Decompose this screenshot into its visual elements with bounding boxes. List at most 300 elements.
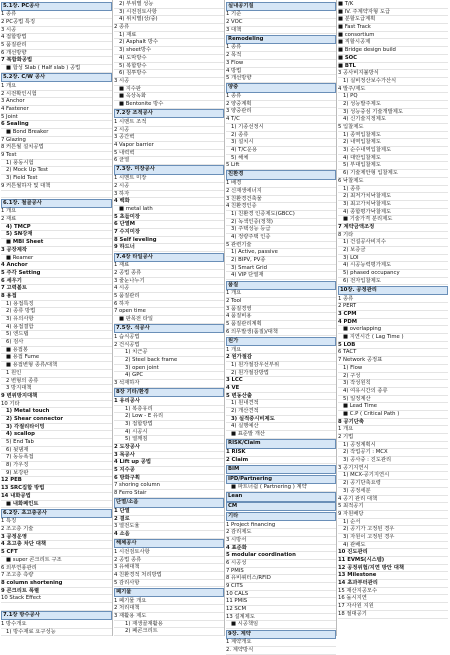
outline-item: 4 방법 bbox=[226, 68, 336, 76]
outline-item: 2) BIPV, PV종 bbox=[226, 257, 336, 265]
outline-item: ■ 기술가격 분리제도 bbox=[338, 216, 448, 224]
outline-item: 4 소음 bbox=[114, 531, 224, 539]
outline-item: ■ IV. 주계약자형 도급 bbox=[338, 9, 448, 17]
section-header: BIM bbox=[226, 465, 336, 474]
outline-item: 3 시방서 bbox=[226, 537, 336, 545]
outline-item: 2 재료 bbox=[1, 216, 112, 224]
outline-item: ■ Bond Breaker bbox=[1, 129, 112, 137]
outline-item: 2 Tool bbox=[226, 298, 336, 306]
outline-item: 1) MCX-공기지연시 bbox=[338, 472, 448, 480]
outline-item: 3 하자 bbox=[114, 191, 224, 199]
section-header: 10장. 공정관리 bbox=[338, 286, 448, 295]
outline-item: 3 시공 bbox=[114, 78, 224, 86]
section-header: 7.2장 조적공사 bbox=[114, 109, 224, 118]
outline-item: 6 방화구획 bbox=[114, 475, 224, 483]
outline-item: 4) scallop bbox=[1, 431, 112, 439]
outline-item: 12 공정위험/지연 방안 대책 bbox=[338, 565, 448, 573]
outline-item: 3) 유의사항 bbox=[1, 316, 112, 324]
outline-item: 6 외부연풍관리 bbox=[1, 565, 112, 573]
outline-item: 2) 종류 방법 bbox=[1, 308, 112, 316]
outline-item: 3) 공사중 : 진도관리 bbox=[338, 457, 448, 465]
outline-item: 4) 종합평가낙찰제도 bbox=[338, 209, 448, 217]
outline-item: 2) 부위별 성능 bbox=[114, 1, 224, 9]
outline-item: 4 VE bbox=[226, 385, 336, 393]
outline-item: 14 초과부터관리 bbox=[338, 580, 448, 588]
outline-item: 4) 대안입찰제도 bbox=[338, 155, 448, 163]
outline-item: 6 시공성 bbox=[226, 560, 336, 568]
outline-item: 1) 종류 bbox=[338, 186, 448, 194]
outline-item: 2 시공 bbox=[114, 127, 224, 135]
outline-item: 2) 폐콘크리트 bbox=[114, 628, 224, 636]
outline-item bbox=[1, 603, 112, 611]
outline-item: ■ SOC bbox=[338, 55, 448, 63]
outline-item: 1 Project financing bbox=[226, 522, 336, 530]
column-3 bbox=[224, 0, 336, 653]
outline-item: 4 Vapor barrier bbox=[114, 142, 224, 150]
outline-item: 1 종류 bbox=[1, 11, 112, 19]
outline-item: 5) SN강재 bbox=[1, 231, 112, 239]
outline-item: 3) 자원이 고정된 경우 bbox=[338, 534, 448, 542]
outline-item: 6) 전자입찰제도 bbox=[338, 278, 448, 286]
outline-item: 1 종류 bbox=[338, 296, 448, 304]
outline-item: 2) 개산견적 bbox=[226, 408, 336, 416]
outline-item: 1 개요 bbox=[338, 426, 448, 434]
section-header: 7.3장. 미장공사 bbox=[114, 165, 224, 174]
outline-item: 3 공정운영 bbox=[1, 534, 112, 542]
outline-item: 5 입찰제도 bbox=[338, 124, 448, 132]
outline-item: 1) 복층유리 bbox=[114, 406, 224, 414]
outline-item: 4) 신기술지정제도 bbox=[338, 116, 448, 124]
outline-item: 1) 친환경 인증제도(GBCC) bbox=[226, 211, 336, 219]
outline-item: 5 품질관리 bbox=[114, 293, 224, 301]
outline-item: 3) sheet방수 bbox=[114, 47, 224, 55]
outline-item: 6) 검사 bbox=[1, 339, 112, 347]
outline-item: 2) 구성 bbox=[338, 373, 448, 381]
outline-item: 2) 녹색인증(정책) bbox=[226, 219, 336, 227]
outline-item: 7 Glazing bbox=[1, 137, 112, 145]
section-header: Remodeling bbox=[226, 35, 336, 44]
outline-item: 4) 관배도 bbox=[338, 542, 448, 550]
outline-item: 1 개요 bbox=[226, 290, 336, 298]
outline-item: 2 VOC bbox=[226, 19, 336, 27]
outline-item: 2) Asphalt 방수 bbox=[114, 39, 224, 47]
outline-item: 4 친환경인증 bbox=[226, 203, 336, 211]
outline-item: 1) 치근공 bbox=[114, 349, 224, 357]
outline-item: 4) 시공시 bbox=[114, 429, 224, 437]
outline-item: 9 변위방지대책 bbox=[1, 393, 112, 401]
section-header: RISK/Claim bbox=[226, 439, 336, 448]
outline-item: 6 Sealing bbox=[1, 121, 112, 129]
outline-item: 2) Low - E 유리 bbox=[114, 413, 224, 421]
outline-item: 2) 내역입찰제도 bbox=[338, 139, 448, 147]
outline-item: 1) 건설공사비지수 bbox=[338, 239, 448, 247]
outline-item: 1 단열 bbox=[114, 508, 224, 516]
outline-item: 1) 재생골재활용 bbox=[114, 621, 224, 629]
outline-item: 3) LOI bbox=[338, 255, 448, 263]
outline-item: 2 PERT bbox=[338, 303, 448, 311]
outline-item: 8 Self leveling bbox=[114, 237, 224, 245]
outline-item: ■ Bentonite 방수 bbox=[114, 101, 224, 109]
outline-item: 2 PC공법 특징 bbox=[1, 19, 112, 27]
outline-item: 9 콘크리트 폭렬 bbox=[1, 588, 112, 596]
outline-item: 5 modular coordination bbox=[226, 552, 336, 560]
outline-item: 4) T/C운용 bbox=[226, 147, 336, 155]
outline-item: 3 유해대책 bbox=[114, 564, 224, 572]
outline-item: 1) 재료 bbox=[114, 32, 224, 40]
outline-item: 6) 침투방수 bbox=[114, 70, 224, 78]
outline-item: 6 TACT bbox=[338, 349, 448, 357]
outline-item: ■ 분할도급계획 bbox=[338, 16, 448, 24]
outline-item: 16 돌시지연 bbox=[338, 595, 448, 603]
outline-item: 7 복합화공법 bbox=[1, 57, 112, 65]
outline-item: 5 초들미장 bbox=[114, 214, 224, 222]
outline-item: 2 시전확인시험 bbox=[1, 91, 112, 99]
outline-item: 5) 엔드탭 bbox=[1, 331, 112, 339]
outline-item: 7 수지미장 bbox=[114, 229, 224, 237]
outline-item: 7 open time bbox=[114, 308, 224, 316]
outline-item: ■ Lead Time bbox=[338, 403, 448, 411]
outline-item: 9 CITS bbox=[226, 583, 336, 591]
outline-item: 17 자사원 지원 bbox=[338, 603, 448, 611]
column-1 bbox=[0, 0, 112, 636]
outline-item bbox=[1, 191, 112, 199]
outline-item: 7 Network 공정표 bbox=[338, 357, 448, 365]
outline-item: 9 Test bbox=[1, 152, 112, 160]
outline-item: 3) 설치시 bbox=[226, 139, 336, 147]
outline-item: 2 결로 bbox=[114, 516, 224, 524]
outline-item: ■ 표준발 개산 bbox=[226, 431, 336, 439]
outline-item: 4) GPC bbox=[114, 372, 224, 380]
outline-item: 2 조고층 기술 bbox=[1, 526, 112, 534]
outline-item: 13 설계제도 bbox=[226, 614, 336, 622]
section-header: 6.1장. 철골공사 bbox=[1, 199, 112, 208]
section-header: 해체공사 bbox=[114, 539, 224, 548]
outline-item: 3 친환경건축물 bbox=[226, 196, 336, 204]
outline-item: 4 표준화 bbox=[226, 545, 336, 553]
outline-item: 1 RISK bbox=[226, 449, 336, 457]
outline-item: 9 자원배당 bbox=[338, 511, 448, 519]
outline-item: 1) 순서 bbox=[338, 519, 448, 527]
outline-item: 3) 시전검토사항 bbox=[114, 9, 224, 17]
outline-item: 5 품질관리 bbox=[1, 42, 112, 50]
outline-item: 3) Smart Grid bbox=[226, 265, 336, 273]
section-header: 6.2장. 초고층공사 bbox=[1, 509, 112, 518]
outline-item: 1) 종역입찰제도 bbox=[338, 132, 448, 140]
outline-item: 2 Claim bbox=[226, 457, 336, 465]
outline-item: 3 품질경영 bbox=[226, 306, 336, 314]
outline-item: 1 시멘트 조적 bbox=[114, 119, 224, 127]
outline-item: 4 초고층 차단 대책 bbox=[1, 541, 112, 549]
outline-item: 2 종류 bbox=[114, 24, 224, 32]
outline-item: ■ 용접 Fume bbox=[1, 354, 112, 362]
outline-item: 3) 실적중시비제도 bbox=[226, 416, 336, 424]
outline-item: 3) 공정세분 bbox=[338, 488, 448, 496]
section-header: 폐기물 bbox=[114, 588, 224, 597]
outline-item: 5 관련기술 bbox=[226, 242, 336, 250]
outline-item: 18 절대공기 bbox=[338, 611, 448, 619]
section-header: 9장. 계약 bbox=[226, 630, 336, 639]
outline-item: 2 감리제도 bbox=[226, 529, 336, 537]
outline-item: 1) 실비정산보수가산식 bbox=[338, 78, 448, 86]
outline-item: 6 단열M bbox=[114, 221, 224, 229]
outline-item: ■ 파트너쉽 ( Partnering ) 계약 bbox=[226, 484, 336, 492]
outline-item: 2 목적 bbox=[226, 52, 336, 60]
section-header: CM bbox=[226, 502, 336, 511]
outline-item: ■ Reamer bbox=[1, 255, 112, 263]
outline-item: 3 열전도율 bbox=[114, 523, 224, 531]
outline-item: 5 LOB bbox=[338, 342, 448, 350]
outline-item: 4) TMCP bbox=[1, 224, 112, 232]
column-4 bbox=[336, 0, 448, 636]
outline-item: 8 공기단축 bbox=[338, 419, 448, 427]
outline-item: 2 기법 bbox=[338, 434, 448, 442]
outline-item: ■ T/K bbox=[338, 1, 448, 9]
outline-item: ■ 지연시간 ( Lag Time ) bbox=[338, 334, 448, 342]
section-header: 7.5장. 석공사 bbox=[114, 324, 224, 333]
outline-item: 8 유비쿼터스/RFID bbox=[226, 575, 336, 583]
outline-item: 1 배경 bbox=[226, 180, 336, 188]
outline-item: 8 커튼월 설치공법 bbox=[1, 144, 112, 152]
outline-item: 4) VIP 단열재 bbox=[226, 272, 336, 280]
outline-item: 5 품질관리계획 bbox=[226, 321, 336, 329]
outline-item: 4) 정량주택 인증 bbox=[226, 234, 336, 242]
outline-item: 3 공간벽 bbox=[114, 134, 224, 142]
outline-item: 1) Metal touch bbox=[1, 408, 112, 416]
outline-item: 3 Flow bbox=[226, 60, 336, 68]
outline-item: 7 조고층 측량 bbox=[1, 572, 112, 580]
outline-item: 4 Anchor bbox=[1, 262, 112, 270]
outline-item: 3 양중관리 bbox=[226, 108, 336, 116]
outline-item: 2) 공기가 고정된 경우 bbox=[338, 526, 448, 534]
outline-item: ■ 용접봉 bbox=[1, 347, 112, 355]
outline-item: 6) 기술제안형 입찰제도 bbox=[338, 170, 448, 178]
outline-item: 2) 최저가치낙찰제도 bbox=[338, 193, 448, 201]
outline-item: 2) Steel back frame bbox=[114, 357, 224, 365]
outline-item: 14 내화공법 bbox=[1, 493, 112, 501]
outline-item: 7) 동등폭접 bbox=[1, 454, 112, 462]
outline-item: 8 기타 bbox=[338, 232, 448, 240]
outline-item: 5) 일정계산 bbox=[338, 396, 448, 404]
outline-item: 2 원가절감 bbox=[226, 354, 336, 362]
outline-item: 4 품질비용 bbox=[226, 313, 336, 321]
outline-item: 3 Anchor bbox=[1, 98, 112, 106]
section-header: IPD/Partnering bbox=[226, 475, 336, 484]
outline-item: 4) 도막방수 bbox=[114, 55, 224, 63]
outline-item: 11 EVMS(시스템) bbox=[338, 557, 448, 565]
outline-item: 1 시멘트 미장 bbox=[114, 175, 224, 183]
outline-item: 7 PMIS bbox=[226, 568, 336, 576]
outline-item: 1 원인 bbox=[1, 370, 112, 378]
section-header: 원가 bbox=[226, 337, 336, 346]
outline-item: 1) 방수재료 요구성능 bbox=[1, 629, 112, 637]
section-header: 친환경 bbox=[226, 170, 336, 179]
outline-item: 3) 접합방법 bbox=[114, 421, 224, 429]
outline-item: 1) PQ bbox=[338, 93, 448, 101]
outline-item: 5 Joint bbox=[1, 114, 112, 122]
outline-item: 2) 공기단축요령 bbox=[338, 480, 448, 488]
outline-item: 2 처리대책 bbox=[114, 605, 224, 613]
outline-item: ■ MBI Sheet bbox=[1, 239, 112, 247]
outline-item: 1) 용접특징 bbox=[1, 301, 112, 309]
section-header: 품질 bbox=[226, 281, 336, 290]
outline-item: 7 고력볼트 bbox=[1, 285, 112, 293]
column-2 bbox=[112, 0, 224, 636]
outline-item: ■ metal lath bbox=[114, 206, 224, 214]
outline-item: 6) 뒷댐재 bbox=[1, 447, 112, 455]
outline-item: 3 방지대책 bbox=[1, 385, 112, 393]
outline-item: ■ super 콘크리트 구조 bbox=[1, 557, 112, 565]
outline-item: 4 공기 관리 대책 bbox=[338, 496, 448, 504]
outline-item: 8 용접 bbox=[1, 293, 112, 301]
outline-item: 3) 각절리타이밍 bbox=[1, 424, 112, 432]
outline-item: 4 발주/제도 bbox=[338, 86, 448, 94]
outline-item: ■ 합성 Slab ( Half slab ) 공법 bbox=[1, 65, 112, 73]
outline-item: 6 세우기 bbox=[1, 278, 112, 286]
outline-item: 3 대책 bbox=[226, 27, 336, 35]
section-header: 단열/소음 bbox=[114, 498, 224, 507]
outline-item: 5 최적공기 bbox=[338, 503, 448, 511]
outline-item: 5) 열깨짐 bbox=[114, 436, 224, 444]
outline-item: 3 CPM bbox=[338, 311, 448, 319]
outline-item: 2 시공 bbox=[114, 183, 224, 191]
outline-item: ■ 지수판 bbox=[114, 86, 224, 94]
outline-item: 2 변형의 종류 bbox=[1, 378, 112, 386]
outline-item: 4 PDM bbox=[338, 319, 448, 327]
outline-item: 5) 부대입찰제도 bbox=[338, 162, 448, 170]
outline-item: 5) 복합방수 bbox=[114, 63, 224, 71]
outline-item: 4 T/C bbox=[226, 116, 336, 124]
outline-item: 1) 공정계획시 bbox=[338, 442, 448, 450]
outline-item: 3 석재하자 bbox=[114, 380, 224, 388]
outline-item: 1) Active, passive bbox=[226, 249, 336, 257]
outline-item: 4 친환경적 처리방법 bbox=[114, 572, 224, 580]
outline-item: ■ 용접변형 종류/대책 bbox=[1, 362, 112, 370]
section-header: 8장 기타/환경 bbox=[114, 388, 224, 397]
outline-item: ■ overlapping bbox=[338, 326, 448, 334]
section-header: 5.1장. PC공사 bbox=[1, 2, 112, 11]
outline-item: 5 개선방향 bbox=[226, 75, 336, 83]
section-header: 실내공기질 bbox=[226, 2, 336, 11]
outline-item: 6 낙찰제도 bbox=[338, 178, 448, 186]
outline-item: 3) 성능중심 기술개발제도 bbox=[338, 109, 448, 117]
outline-item: 10 Stack Effect bbox=[1, 595, 112, 603]
outline-item: 7 계약금액조정 bbox=[338, 224, 448, 232]
outline-item: 3 공기지연시 bbox=[338, 465, 448, 473]
outline-item: 13 Milestone bbox=[338, 572, 448, 580]
outline-item: 6 균열 bbox=[114, 157, 224, 165]
outline-item: 1 개요 bbox=[1, 208, 112, 216]
outline-item: 9) 보강판 bbox=[1, 470, 112, 478]
outline-item: 5 CFT bbox=[1, 549, 112, 557]
outline-item: ■ 시공책임 bbox=[226, 621, 336, 629]
outline-item: 5 내력벽 bbox=[114, 150, 224, 158]
outline-item: ■ 내화페인트 bbox=[1, 501, 112, 509]
outline-item: 9 하드너 bbox=[114, 244, 224, 252]
outline-item: 1 재료 bbox=[114, 262, 224, 270]
outline-item: 5 주각 Setting bbox=[1, 270, 112, 278]
outline-item: 1 기준 bbox=[226, 11, 336, 19]
outline-item: 15 재산지공모수 bbox=[338, 588, 448, 596]
outline-item: 1) 풍동시험 bbox=[1, 160, 112, 168]
outline-item: 8 column shortening bbox=[1, 580, 112, 588]
outline-item: 3 목공사 bbox=[114, 452, 224, 460]
outline-item: 1 습식공법 bbox=[114, 334, 224, 342]
section-header: 7.4장 타일공사 bbox=[114, 253, 224, 262]
outline-item: 2) 보증금 bbox=[338, 247, 448, 255]
outline-item: 5 지수공 bbox=[114, 467, 224, 475]
outline-item: 4 접합방법 bbox=[1, 34, 112, 42]
outline-item: 2. 계약방식 bbox=[226, 647, 336, 655]
outline-item: 2 건식공법 bbox=[114, 342, 224, 350]
outline-item: 3 시공 bbox=[1, 27, 112, 35]
outline-item: 1) 원내견적 bbox=[226, 400, 336, 408]
outline-item: 1 유리공사 bbox=[114, 398, 224, 406]
outline-item: 10 CALS bbox=[226, 591, 336, 599]
outline-item: 3) 작성원칙 bbox=[338, 380, 448, 388]
outline-item: 1) 기종선정시 bbox=[226, 124, 336, 132]
outline-item: 1 방수개요 bbox=[1, 621, 112, 629]
outline-item: 8 Ferro Stair bbox=[114, 490, 224, 498]
outline-item: 7 shoring column bbox=[114, 482, 224, 490]
outline-item: 6 하자 bbox=[114, 301, 224, 309]
outline-item: 1 개요 bbox=[226, 347, 336, 355]
outline-item: 1) 원가절감우선부위 bbox=[226, 362, 336, 370]
outline-item: ■ 판목전 타일 bbox=[114, 316, 224, 324]
outline-item: ■ 직할시공제 bbox=[338, 39, 448, 47]
outline-item: 1 종류 bbox=[226, 44, 336, 52]
outline-item: 4 Fastener bbox=[1, 106, 112, 114]
outline-item: 4) 시공능력평가제도 bbox=[338, 262, 448, 270]
outline-item: 5 감리사항 bbox=[114, 580, 224, 588]
section-header: 5.2장. C/W 공사 bbox=[1, 73, 112, 82]
outline-item: 8) 가우징 bbox=[1, 462, 112, 470]
outline-item: 10 기타 bbox=[1, 401, 112, 409]
outline-item: 11 PMIS bbox=[226, 598, 336, 606]
outline-item: 10 진도관리 bbox=[338, 549, 448, 557]
section-header: 7.1장 방수공사 bbox=[1, 611, 112, 620]
outline-item: 12 PEB bbox=[1, 477, 112, 485]
outline-item: 3 공사비지불방식 bbox=[338, 70, 448, 78]
outline-item: ■ BTL bbox=[338, 63, 448, 71]
outline-item: 3) 최고가치낙찰제도 bbox=[338, 201, 448, 209]
outline-item: 5) 해체 bbox=[226, 155, 336, 163]
outline-item: 6 개선방향 bbox=[1, 50, 112, 58]
outline-item: ■ C.P ( Critical Path ) bbox=[338, 411, 448, 419]
outline-item: 2) 작업공기 : MCX bbox=[338, 449, 448, 457]
outline-item: 3) 순수내역입찰제도 bbox=[338, 147, 448, 155]
outline-item: 4) 용접결함 bbox=[1, 324, 112, 332]
outline-item: ■ Fast Track bbox=[338, 24, 448, 32]
outline-item: 2) Mock Up Test bbox=[1, 167, 112, 175]
section-header: 기타 bbox=[226, 512, 336, 521]
outline-item: 3 재활용 제도 bbox=[114, 613, 224, 621]
outline-item: 6 의무발생(품질)/대책 bbox=[226, 329, 336, 337]
outline-item: 4) 여유시간의 종류 bbox=[338, 388, 448, 396]
outline-item: 1) Flow bbox=[338, 365, 448, 373]
section-header: 양중 bbox=[226, 83, 336, 92]
outline-item: 1 시전검토사항 bbox=[114, 549, 224, 557]
outline-item: 3) Field Test bbox=[1, 175, 112, 183]
outline-item: 1 폐기물 개요 bbox=[114, 598, 224, 606]
outline-item: 1 계약개요 bbox=[226, 639, 336, 647]
outline-item: 2) 성능발주제도 bbox=[338, 101, 448, 109]
outline-item: ■ 옥상녹화 bbox=[114, 93, 224, 101]
outline-item: 3 LCC bbox=[226, 377, 336, 385]
outline-item: 5 변동산출 bbox=[226, 393, 336, 401]
outline-item: 9 커튼월하자 및 대책 bbox=[1, 183, 112, 191]
outline-item: 2 공법 종류 bbox=[114, 270, 224, 278]
outline-item: 2) Shear connector bbox=[1, 416, 112, 424]
